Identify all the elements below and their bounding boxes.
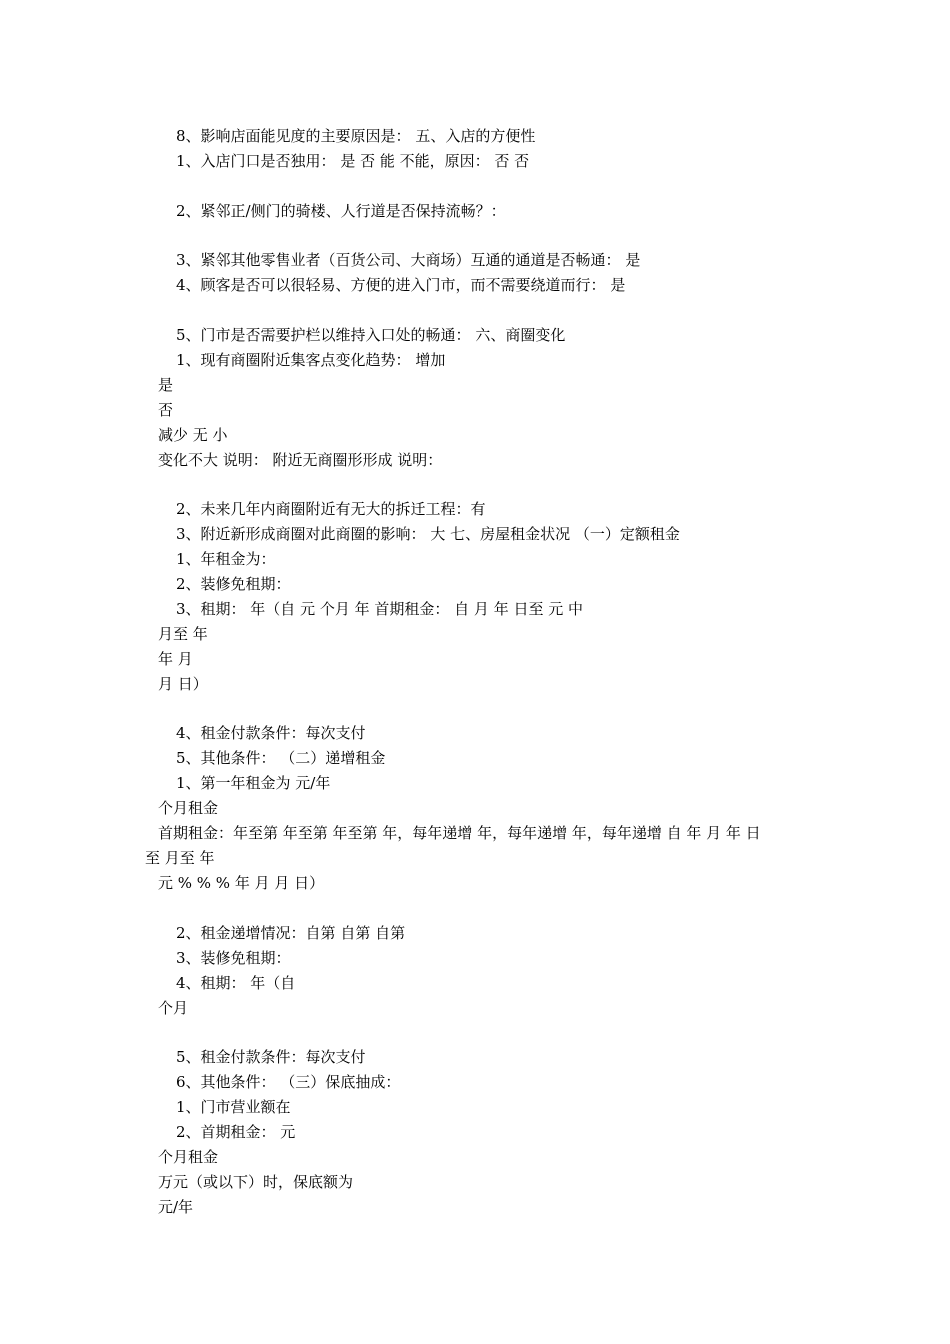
text-line: 元 % % % 年 月 月 日）	[158, 874, 325, 892]
text-line: 2、未来几年内商圈附近有无大的拆迁工程：有	[176, 500, 486, 518]
text-line: 4、租金付款条件：每次支付	[176, 724, 366, 742]
text-line: 月 日）	[158, 675, 208, 693]
text-line: 2、紧邻正/侧门的骑楼、人行道是否保持流畅？：	[176, 202, 506, 220]
text-line: 否	[158, 401, 174, 419]
text-line: 1、年租金为：	[176, 550, 276, 568]
text-line: 变化不大 说明： 附近无商圈形形成 说明：	[158, 451, 443, 469]
text-line: 1、现有商圈附近集客点变化趋势： 增加	[176, 351, 446, 369]
text-line: 个月租金	[158, 1148, 219, 1166]
text-line: 4、顾客是否可以很轻易、方便的进入门市，而不需要绕道而行： 是	[176, 276, 626, 294]
text-line: 2、装修免租期：	[176, 575, 291, 593]
text-line: 个月租金	[158, 799, 219, 817]
text-line: 至 月至 年	[145, 849, 215, 867]
text-line: 3、附近新形成商圈对此商圈的影响： 大 七、房屋租金状况 （一）定额租金	[176, 525, 680, 543]
text-line: 5、其他条件： （二）递增租金	[176, 749, 386, 767]
text-line: 个月	[158, 999, 189, 1017]
text-line: 1、第一年租金为 元/年	[176, 774, 331, 792]
text-line: 是	[158, 376, 174, 394]
text-line: 2、首期租金： 元	[176, 1123, 296, 1141]
text-line: 5、门市是否需要护栏以维持入口处的畅通： 六、商圈变化	[176, 326, 566, 344]
text-line: 首期租金：年至第 年至第 年至第 年，每年递增 年，每年递增 年，每年递增 自 年 月 年 日	[158, 824, 761, 842]
text-line: 万元（或以下）时，保底额为	[158, 1173, 354, 1191]
text-line: 1、入店门口是否独用： 是 否 能 不能，原因： 否 否	[176, 152, 530, 170]
text-line: 4、租期： 年（自	[176, 974, 296, 992]
text-line: 3、租期： 年（自 元 个月 年 首期租金： 自 月 年 日至 元 中	[176, 600, 583, 618]
text-line: 1、门市营业额在	[176, 1098, 291, 1116]
text-line: 3、装修免租期：	[176, 949, 291, 967]
text-line: 6、其他条件： （三）保底抽成：	[176, 1073, 401, 1091]
text-line: 月至 年	[158, 625, 208, 643]
text-line: 减少 无 小	[158, 426, 228, 444]
text-line: 3、紧邻其他零售业者（百货公司、大商场）互通的通道是否畅通： 是	[176, 251, 641, 269]
text-line: 8、影响店面能见度的主要原因是： 五、入店的方便性	[176, 127, 536, 145]
text-line: 年 月	[158, 650, 193, 668]
text-line: 2、租金递增情况：自第 自第 自第	[176, 924, 406, 942]
text-line: 5、租金付款条件：每次支付	[176, 1048, 366, 1066]
text-line: 元/年	[158, 1198, 194, 1216]
